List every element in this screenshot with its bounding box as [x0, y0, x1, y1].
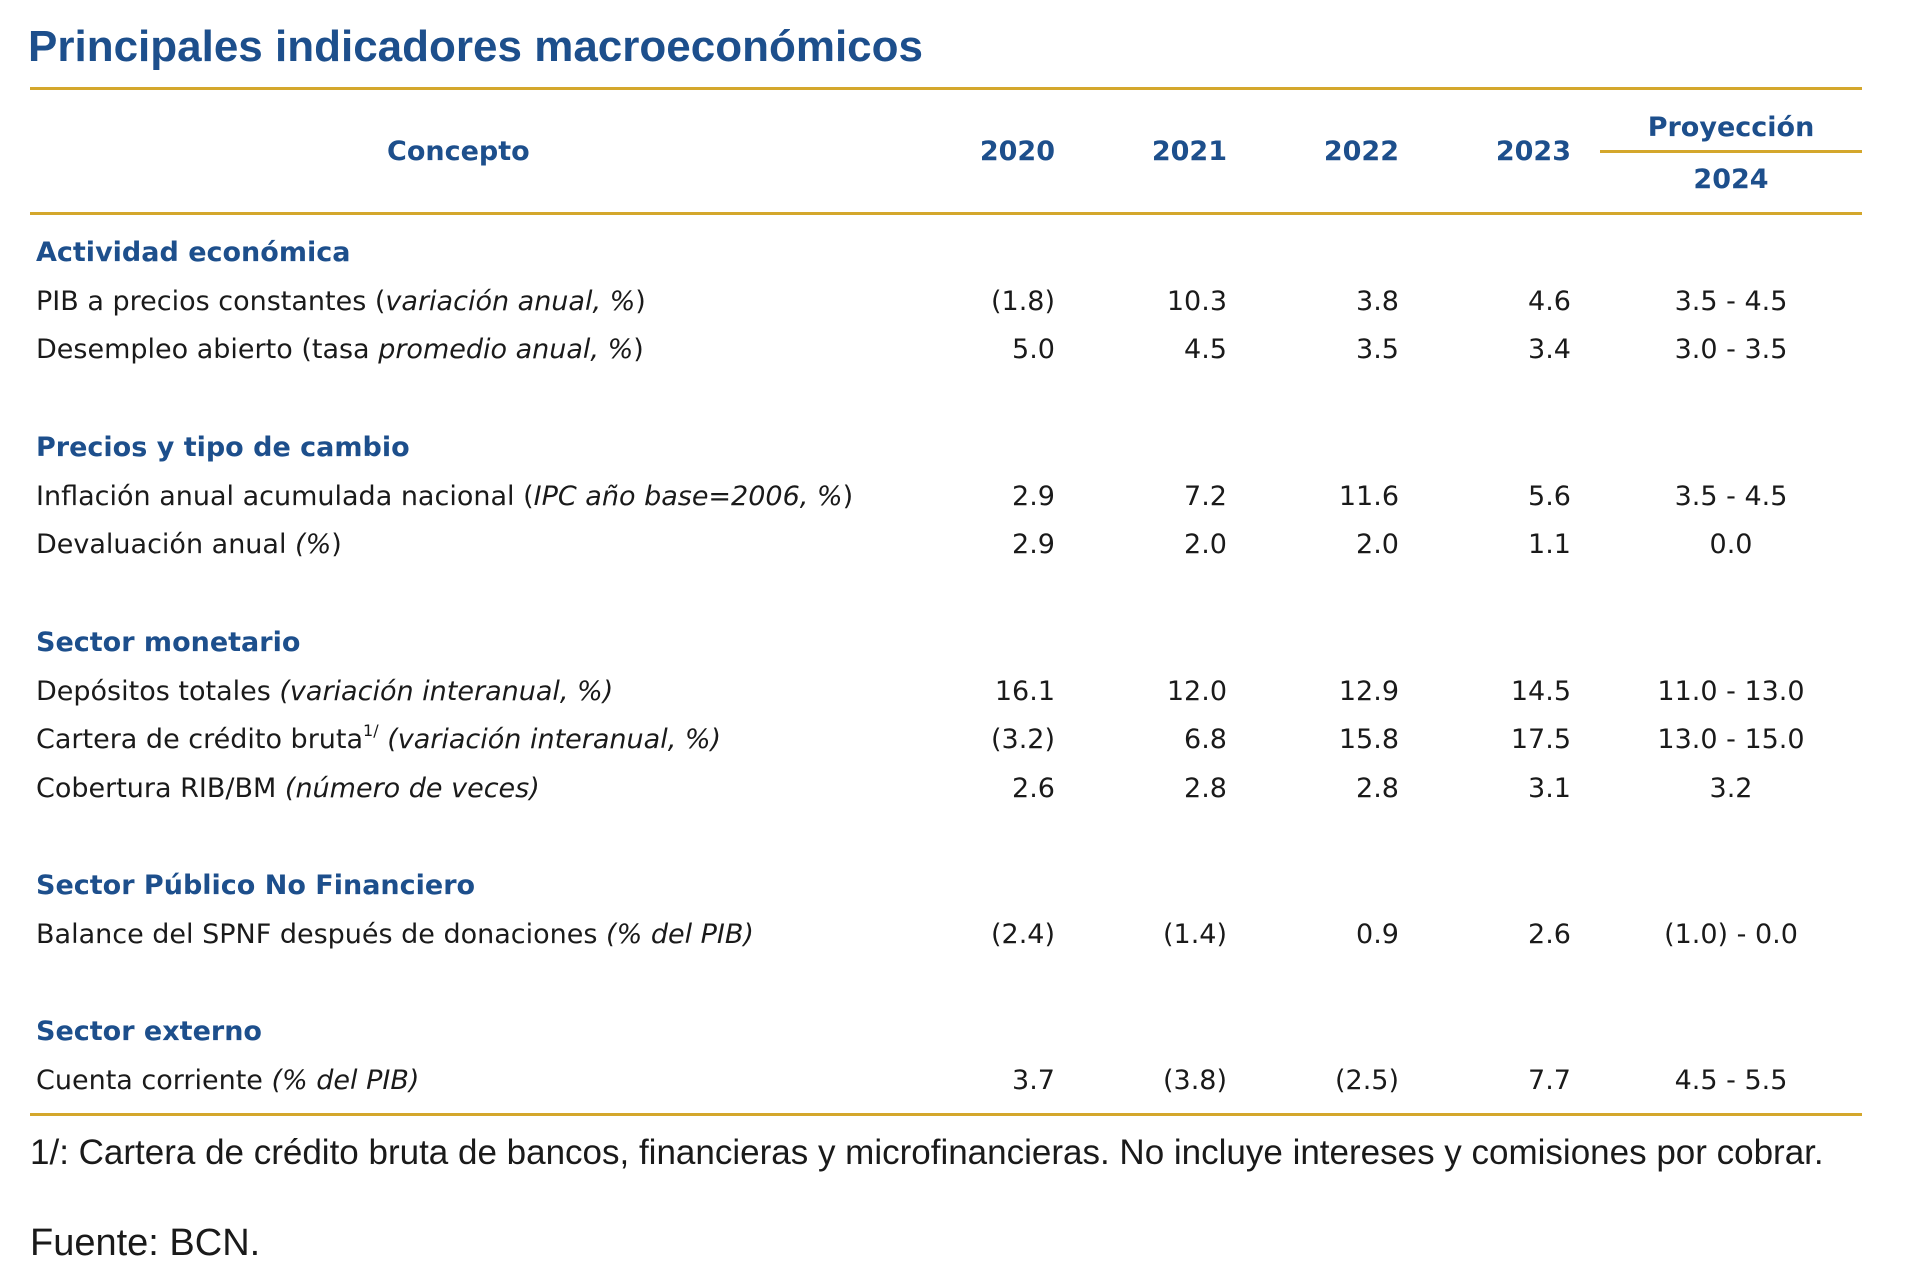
row-label-tail: ): [633, 334, 644, 365]
section-header: Sector Público No Financiero: [36, 870, 476, 901]
header-year-2023: 2023: [1495, 136, 1571, 167]
cell-2022: 12.9: [1338, 675, 1399, 707]
header-year-2021: 2021: [1151, 136, 1227, 167]
cell-2021: 4.5: [1184, 334, 1227, 365]
row-label-unit: (número de veces): [284, 772, 540, 804]
row-label-unit: (%: [295, 529, 332, 560]
cell-projection-2024: 3.0 - 3.5: [1674, 334, 1788, 365]
cell-2021: 2.0: [1184, 529, 1227, 560]
cell-2023: 14.5: [1510, 675, 1571, 707]
row-label: [36, 676, 613, 707]
row-label-text: Depósitos totales: [36, 675, 280, 707]
cell-2020: 2.6: [1012, 772, 1055, 804]
cell-projection-2024: 3.2: [1709, 772, 1753, 804]
cell-projection-2024: (1.0) - 0.0: [1664, 918, 1798, 950]
row-label-text: Cartera de crédito bruta: [36, 724, 364, 755]
cell-2021: 6.8: [1184, 724, 1227, 755]
row-label-text: Cuenta corriente: [36, 1064, 272, 1096]
cell-2020: 2.9: [1012, 529, 1055, 560]
row-label-unit: (variación interanual, %): [378, 724, 722, 755]
cell-2022: (2.5): [1334, 1064, 1399, 1096]
row-label-text: Balance del SPNF después de donaciones: [36, 918, 607, 950]
row-label-text: Devaluación anual: [36, 529, 296, 560]
cell-2020: (3.2): [990, 724, 1055, 755]
cell-projection-2024: 4.5 - 5.5: [1674, 1064, 1788, 1096]
row-label: [36, 334, 644, 365]
cell-2020: 2.9: [1012, 480, 1055, 512]
cell-2023: 7.7: [1528, 1064, 1571, 1096]
cell-2023: 5.6: [1528, 480, 1571, 512]
row-label-unit: variación anual, %: [385, 285, 636, 317]
cell-2021: 7.2: [1184, 480, 1227, 512]
cell-2023: 4.6: [1528, 285, 1571, 317]
row-label: [36, 286, 646, 317]
cell-2020: 16.1: [994, 675, 1055, 707]
section-header: Sector externo: [36, 1016, 262, 1047]
cell-2022: 2.8: [1356, 772, 1399, 804]
cell-2023: 3.1: [1528, 772, 1571, 804]
row-label: [36, 481, 853, 512]
footnote: 1/: Cartera de crédito bruta de bancos, financieras y microfinancieras. No incluye intereses y comisiones por cobrar.: [30, 1133, 1824, 1172]
cell-2020: (2.4): [990, 918, 1055, 950]
cell-projection-2024: 3.5 - 4.5: [1674, 480, 1788, 512]
cell-2021: (3.8): [1162, 1064, 1227, 1096]
row-label: [36, 1065, 419, 1096]
cell-2023: 3.4: [1528, 334, 1571, 365]
cell-projection-2024: 13.0 - 15.0: [1657, 724, 1805, 755]
cell-2020: (1.8): [990, 285, 1055, 317]
cell-2023: 2.6: [1528, 918, 1571, 950]
row-label-tail: ): [842, 480, 854, 512]
cell-2023: 17.5: [1510, 724, 1571, 755]
row-label-text: PIB a precios constantes (: [36, 285, 386, 317]
header-year-2022: 2022: [1323, 136, 1399, 167]
row-label-unit: (variación interanual, %): [279, 675, 614, 707]
row-label-text: Desempleo abierto (tasa: [36, 334, 379, 365]
row-label: [36, 529, 342, 560]
row-label-unit: (% del PIB): [271, 1064, 420, 1096]
row-label-tail: ): [331, 529, 342, 560]
cell-2022: 0.9: [1356, 918, 1399, 950]
cell-2021: 10.3: [1166, 285, 1227, 317]
row-label-unit: (% del PIB): [606, 918, 754, 950]
cell-projection-2024: 0.0: [1709, 529, 1753, 560]
row-label-text: Inflación anual acumulada nacional (: [36, 480, 534, 512]
table-bottom-rule: [30, 1113, 1862, 1116]
row-label-tail: ): [635, 285, 646, 317]
row-label-unit: IPC año base=2006, %: [533, 480, 843, 512]
cell-2021: (1.4): [1162, 918, 1227, 950]
row-label: [36, 721, 722, 755]
footnote-marker: 1/: [363, 721, 379, 740]
cell-2022: 2.0: [1356, 529, 1399, 560]
cell-2022: 3.5: [1356, 334, 1399, 365]
header-bottom-rule: [30, 212, 1862, 215]
header-projection-year: 2024: [1693, 164, 1769, 195]
row-label: [36, 919, 754, 950]
row-label: [36, 773, 540, 804]
page-title: Principales indicadores macroeconómicos: [28, 22, 923, 71]
projection-rule: [1600, 150, 1862, 153]
header-year-2020: 2020: [979, 136, 1055, 167]
top-rule: [30, 87, 1862, 90]
cell-2021: 12.0: [1166, 675, 1227, 707]
cell-projection-2024: 11.0 - 13.0: [1657, 675, 1805, 707]
cell-2023: 1.1: [1528, 529, 1571, 560]
cell-2022: 15.8: [1338, 724, 1399, 755]
section-header: Sector monetario: [36, 627, 301, 658]
source-note: Fuente: BCN.: [30, 1222, 261, 1264]
cell-2021: 2.8: [1184, 772, 1227, 804]
section-header: Precios y tipo de cambio: [36, 432, 410, 463]
row-label-text: Cobertura RIB/BM: [36, 772, 285, 804]
cell-2020: 3.7: [1012, 1064, 1055, 1096]
cell-projection-2024: 3.5 - 4.5: [1674, 285, 1788, 317]
section-header: Actividad económica: [36, 237, 351, 268]
header-projection: Proyección: [1647, 112, 1815, 143]
cell-2020: 5.0: [1012, 334, 1055, 365]
row-label-unit: promedio anual, %: [378, 334, 634, 365]
header-concepto: Concepto: [387, 136, 530, 167]
cell-2022: 3.8: [1356, 285, 1399, 317]
cell-2022: 11.6: [1338, 480, 1399, 512]
